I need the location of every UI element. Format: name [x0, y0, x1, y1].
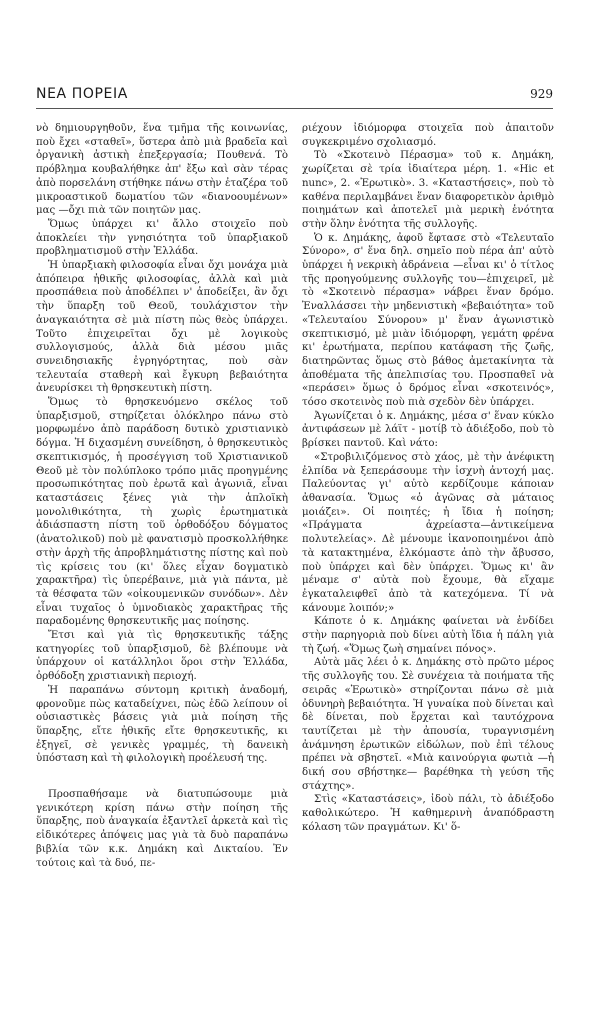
paragraph: Τὸ «Σκοτεινὸ Πέρασμα» τοῦ κ. Δημάκη, χωρίζεται σὲ τρία ἰδιαίτερα μέρη. 1. «Hic et nunc», 2. «Ἐρωτικὸ». 3. «Καταστήσεις», ποὺ τὸ καθένα περιλαμβάνει ἕναν διαφορετικὸν ἀριθμὸ ποιημάτων καὶ ἀποτελεῖ μιὰ μερικὴ ἑνότητα στὴν ὅλην ἑνότητα τῆς συλλογῆς. [302, 150, 554, 230]
paragraph: Ὅμως τὸ θρησκευόμενο σκέλος τοῦ ὑπαρξισμοῦ, στηρίζεται ὁλόκληρο πάνω στὸ μορφωμένο ἀπὸ παράδοση δυτικὸ χριστιανικὸ δόγμα. Ἡ διχασμένη συνείδηση, ὁ θρησκευτικὸς σκεπτικισμός, ἡ προσέγγιση τοῦ Χριστιανικοῦ Θεοῦ μὲ τὸν πολύπλοκο τρόπο μιᾶς προηγμένης προσωπικότητας ποὺ ἐρωτᾶ καὶ ἀγωνιᾶ, εἶναι καταστάσεις ξένες γιὰ τὴν ἁπλοϊκὴ μονολιθικότητα, τὴ χωρὶς ἐρωτηματικὰ ἀδιάσπαστη πίστη τοῦ ὀρθοδόξου δόγματος (ἀνατολικοῦ) ποὺ μὲ φανατισμὸ προσκολλήθηκε στὴν ἀρχὴ τῆς ἀπροβλημάτιστης πίστης καὶ ποὺ τὶς κρίσεις του (κι' ὅλες εἶχαν δογματικὸ χαρακτῆρα) τὶς ὑπερέβαινε, μιὰ γιὰ πάντα, μὲ τὰ θέσφατα τῶν «οἰκουμενικῶν συνόδων». Δὲν εἶναι τυχαῖος ὁ ὑμνοδιακὸς χαρακτῆρας τῆς παραδομένης θρησκευτικῆς μας ποίησης. [36, 397, 288, 628]
paragraph: Στὶς «Καταστάσεις», ἰδοὺ πάλι, τὸ ἀδιέξοδο καθολικώτερο. Ἡ καθημερινὴ ἀναπόδραστη κόλαση τῶν πραγμάτων. Κι' ὅ- [302, 794, 554, 833]
left-column [36, 122, 288, 998]
paragraph: ριέχουν ἰδιόμορφα στοιχεῖα ποὺ ἀπαιτοῦν συγκεκριμένο σχολιασμό. [302, 123, 554, 148]
text-columns [36, 122, 554, 998]
page-number: 929 [530, 87, 553, 101]
paragraph: Ὁ κ. Δημάκης, ἀφοῦ ἔφτασε στὸ «Τελευταῖο Σύνορο», σ' ἕνα δηλ. σημεῖο ποὺ πέρα ἀπ' αὐτὸ ὑπάρχει ἡ νεκρικὴ ἀδράνεια —εἶναι κι' ὁ τίτλος τῆς προηγούμενης συλλογῆς του—ἐπιχειρεῖ, μὲ τὸ «Σκοτεινὸ πέρασμα» νάβρει ἕναν δρόμο. Ἐναλλάσσει τὴν μηδενιστικὴ «βεβαιότητα» τοῦ «Τελευταίου Σύνορου» μ' ἕναν ἀγωνιστικὸ σκεπτικισμό, μὲ μιὰν ἰδιόμορφη, γεμάτη φρένα κι' ἐρωτήματα, περίπου κατάφαση τῆς ζωῆς, διατηρῶντας ὅμως στὸ βάθος ἀμετακίνητα τὰ ἀποθέματα τῆς ἀπελπισίας του. Προσπαθεῖ νὰ «περάσει» ὅμως ὁ δρόμος εἶναι «σκοτεινός», τόσο σκοτεινὸς ποὺ πιὰ σχεδὸν δὲν ὑπάρχει. [302, 232, 554, 409]
right-column [302, 122, 554, 998]
paragraph: Κάποτε ὁ κ. Δημάκης φαίνεται νὰ ἐνδίδει στὴν παρηγοριὰ ποὺ δίνει αὐτὴ ἴδια ἡ πάλη γιὰ τὴ ζωή. «Ὅμως ζωὴ σημαίνει πόνος». [302, 616, 554, 655]
header-rule [36, 108, 553, 109]
quoted-passage: «Στροβιλιζόμενος στὸ χάος, μὲ τὴν ἀνέφικτη ἐλπίδα νὰ ξεπεράσουμε τὴν ἰσχνὴ ἀντοχή μας. Παλεύοντας γι' αὐτὸ κερδίζουμε κάποιαν ἀθανασία. Ὅμως «ὁ ἀγῶνας σὰ μάταιος μοιάζει». Οἱ ποιητές; ἡ ἴδια ἡ ποίηση; «Πράγματα ἀχρείαστα—ἀντικείμενα πολυτελείας». Δὲ μένουμε ἱκανοποιημένοι ἀπὸ τὰ κατακτημένα, ἑλκόμαστε ἀπὸ τὴν ἄβυσσο, ποὺ ὑπάρχει καὶ δὲν ὑπάρχει. Ὅμως κι' ἂν μέναμε σ' αὐτὰ ποὺ ἔχουμε, θὰ εἴχαμε ἐγκαταλειφθεῖ ἀπὸ τὰ κατεχόμενα. Τί νὰ κάνουμε λοιπόν;» [302, 451, 554, 614]
paragraph: Ἡ ὑπαρξιακὴ φιλοσοφία εἶναι ὄχι μονάχα μιὰ ἀπόπειρα ἠθικῆς φιλοσοφίας, ἀλλὰ καὶ μιὰ προσπάθεια ποὺ ἀποδέλπει ν' ἀποδείξει, ἂν ὄχι τὴν ὕπαρξη τοῦ Θεοῦ, τουλάχιστον τὴν ἀναγκαιότητα σὲ μιὰ πίστη πὼς θεὸς ὑπάρχει. Τοῦτο ἐπιχειρεῖται ὄχι μὲ λογικοὺς συλλογισμούς, ἀλλὰ διὰ μέσου μιᾶς συνειδησιακῆς ἐγρηγόρτητας, ποὺ σὰν τελευταία σταθερὴ καὶ ἔγκυρη βεβαιότητα ἀνευρίσκει τὴ θρησκευτικὴ πίστη. [36, 260, 288, 395]
paragraph: Αὐτὰ μᾶς λέει ὁ κ. Δημάκης στὸ πρῶτο μέρος τῆς συλλογῆς του. Σὲ συνέχεια τὰ ποιήματα τῆς σειρᾶς «Ἐρωτικὸ» στηρίζονται πάνω σὲ μιὰ ὀδυνηρὴ βεβαιότητα. Ἡ γυναίκα ποὺ δίνεται καὶ δὲ δίνεται, ποὺ ἔρχεται καὶ ταυτόχρονα ταυτίζεται μὲ τὴν ἀπουσία, τυραγνισμένη ἀνάμνηση ἐρωτικῶν εἰδώλων, ποὺ ἐπὶ τέλους πρέπει νὰ σβηστεῖ. «Μιὰ καινούργια φωτιὰ —ἡ δική σου σβήστηκε— βαρέθηκα τὴ γεύση τῆς στάχτης». [302, 657, 554, 792]
paragraph: Ὅμως ὑπάρχει κι' ἄλλο στοιχεῖο ποὺ ἀποκλείει τὴν γνησιότητα τοῦ ὑπαρξιακοῦ προβληματισμοῦ στὴν Ἑλλάδα. [36, 218, 288, 258]
paragraph: Προσπαθήσαμε νὰ διατυπώσουμε μιὰ γενικότερη κρίση πάνω στὴν ποίηση τῆς ὕπαρξης, ποὺ ἀναγκαία ἐξαντλεῖ ἀρκετὰ καὶ τὶς εἰδικότερες ἀπόψεις μας γιὰ τὰ δυὸ παραπάνω βιβλία τῶν κ.κ. Δημάκη καὶ Δικταίου. Ἐν τούτοις καὶ τὰ δυό, πε- [36, 789, 288, 869]
journal-title: ΝΕΑ ΠΟΡΕΙΑ [36, 86, 128, 102]
paragraph: Ἔτσι καὶ γιὰ τὶς θρησκευτικῆς τάξης κατηγορίες τοῦ ὑπαρξισμοῦ, δὲ βλέπουμε νὰ ὑπάρχουν οἱ κατάλληλοι ὅροι στὴν Ἑλλάδα, ὀρθόδοξη χριστιανικὴ περιοχή. [36, 630, 288, 683]
paragraph: Ἀγωνίζεται ὁ κ. Δημάκης, μέσα σ' ἕναν κύκλο ἀντιφάσεων μὲ λάϊτ - μοτίβ τὸ ἀδιέξοδο, ποὺ τὸ βρίσκει παντοῦ. Καὶ νάτο: [302, 410, 554, 450]
running-header [36, 86, 553, 102]
paragraph: νὸ δημιουργηθοῦν, ἕνα τμῆμα τῆς κοινωνίας, ποὺ ἔχει «σταθεῖ», ὕστερα ἀπὸ μιὰ βραδεῖα καὶ ὀργανικὴ ἀστικὴ ἐπεξεργασία; Πουθενά. Τὸ πρόβλημα κουβαλήθηκε ἀπ' ἔξω καὶ σὰν τέρας ἀπὸ πορσελάνη στήθηκε πάνω στὴν ἐταζέρα τοῦ μικροαστικοῦ δωματίου τῶν «διανοουμένων» μας —ὄχι πιὰ τῶν ποιητῶν μας. [36, 123, 288, 217]
paragraph: Ἡ παραπάνω σύντομη κριτικὴ ἀναδομή, φρονοῦμε πὼς καταδείχνει, πὼς ἐδῶ λείπουν οἱ οὐσιαστικὲς βάσεις γιὰ μιὰ ποίηση τῆς ὕπαρξης, εἴτε ἠθικῆς εἴτε θρησκευτικῆς, κι ἐξηγεῖ, σὲ γενικὲς γραμμές, τὴ δανεικὴ ὑπόσταση καὶ τὴ φιλολογικὴ προέλευσή της. [36, 684, 288, 765]
